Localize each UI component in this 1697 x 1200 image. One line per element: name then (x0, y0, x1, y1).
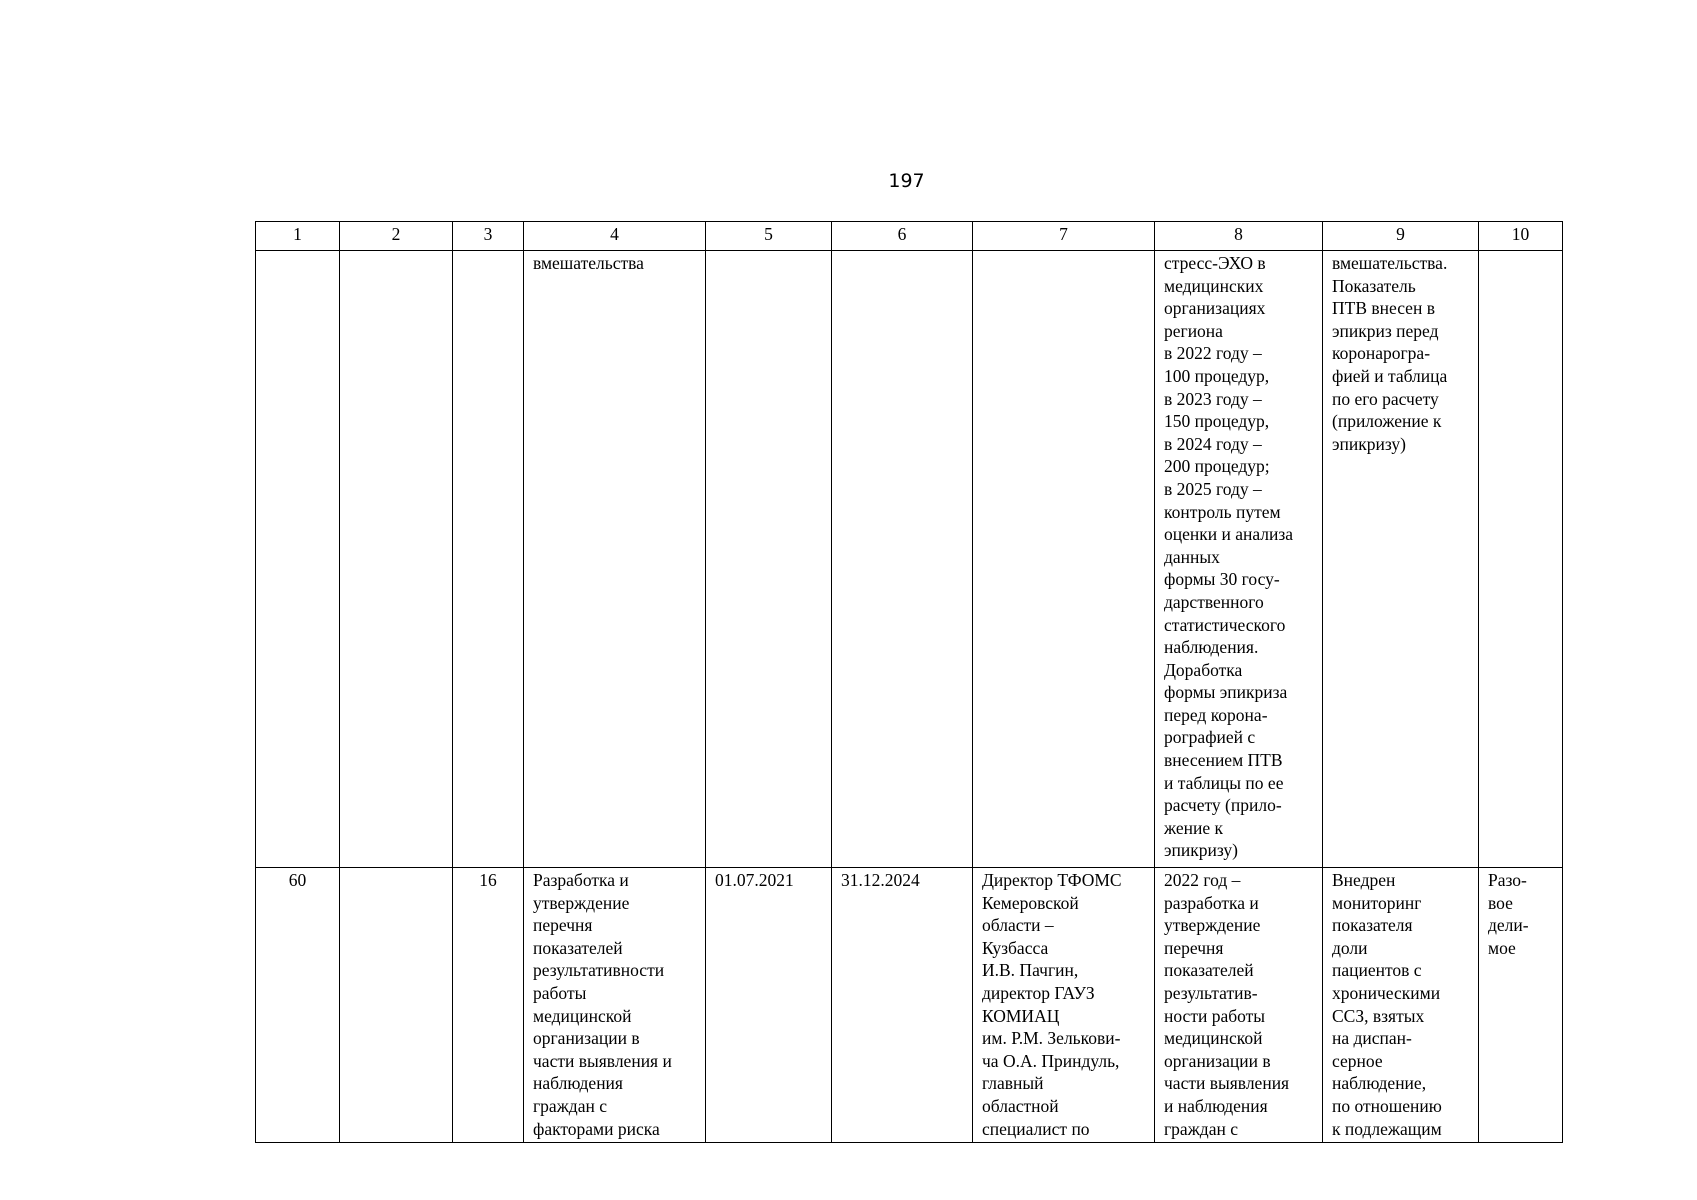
cell-col-8: стресс-ЭХО в медицинских организациях региона в 2022 году – 100 процедур, в 2023 году – 150 процедур, в 2024 году – 200 процедур; в 2025 году – контроль путем оценки и анализа данных формы 30 госу- дарственного статистического наблюдения. Доработка формы эпикриза перед корона- рографией с внесением ПТВ и таблицы по ее расчету (прило- жение к эпикризу) (1155, 251, 1323, 868)
cell-col-2 (340, 868, 453, 1143)
cell-col-2 (340, 251, 453, 868)
cell-col-4: вмешательства (524, 251, 706, 868)
col-header-5: 5 (706, 222, 832, 251)
col-header-1: 1 (256, 222, 340, 251)
table-row (256, 251, 1563, 868)
cell-col-9: вмешательства. Показатель ПТВ внесен в эпикриз перед коронарогра- фией и таблица по его расчету (приложение к эпикризу) (1323, 251, 1479, 868)
cell-col-7: Директор ТФОМС Кемеровской области – Кузбасса И.В. Пачгин, директор ГАУЗ КОМИАЦ им. Р.М. Зелькови- ча О.А. Приндуль, главный областной специалист по (973, 868, 1155, 1143)
col-header-3: 3 (453, 222, 524, 251)
col-header-8: 8 (1155, 222, 1323, 251)
cell-col-6 (832, 251, 973, 868)
document-table (255, 221, 1563, 1143)
col-header-9: 9 (1323, 222, 1479, 251)
cell-col-3: 16 (453, 868, 524, 1143)
cell-col-5 (706, 251, 832, 868)
col-header-6: 6 (832, 222, 973, 251)
col-header-10: 10 (1479, 222, 1563, 251)
cell-col-3 (453, 251, 524, 868)
cell-col-8: 2022 год – разработка и утверждение перечня показателей результатив- ности работы медицинской организации в части выявления и наблюдения граждан с (1155, 868, 1323, 1143)
cell-col-5: 01.07.2021 (706, 868, 832, 1143)
cell-col-4: Разработка и утверждение перечня показателей результативности работы медицинской организации в части выявления и наблюдения граждан с факторами риска (524, 868, 706, 1143)
table-row (256, 868, 1563, 1143)
page-number: 197 (888, 170, 925, 192)
cell-col-7 (973, 251, 1155, 868)
cell-col-10 (1479, 251, 1563, 868)
cell-row-number (256, 251, 340, 868)
col-header-4: 4 (524, 222, 706, 251)
col-header-2: 2 (340, 222, 453, 251)
cell-col-6: 31.12.2024 (832, 868, 973, 1143)
cell-col-9: Внедрен мониторинг показателя доли пациентов с хроническими ССЗ, взятых на диспан- серное наблюдение, по отношению к подлежащим (1323, 868, 1479, 1143)
cell-col-10: Разо- вое дели- мое (1479, 868, 1563, 1143)
cell-row-number: 60 (256, 868, 340, 1143)
col-header-7: 7 (973, 222, 1155, 251)
header-row (256, 222, 1563, 251)
